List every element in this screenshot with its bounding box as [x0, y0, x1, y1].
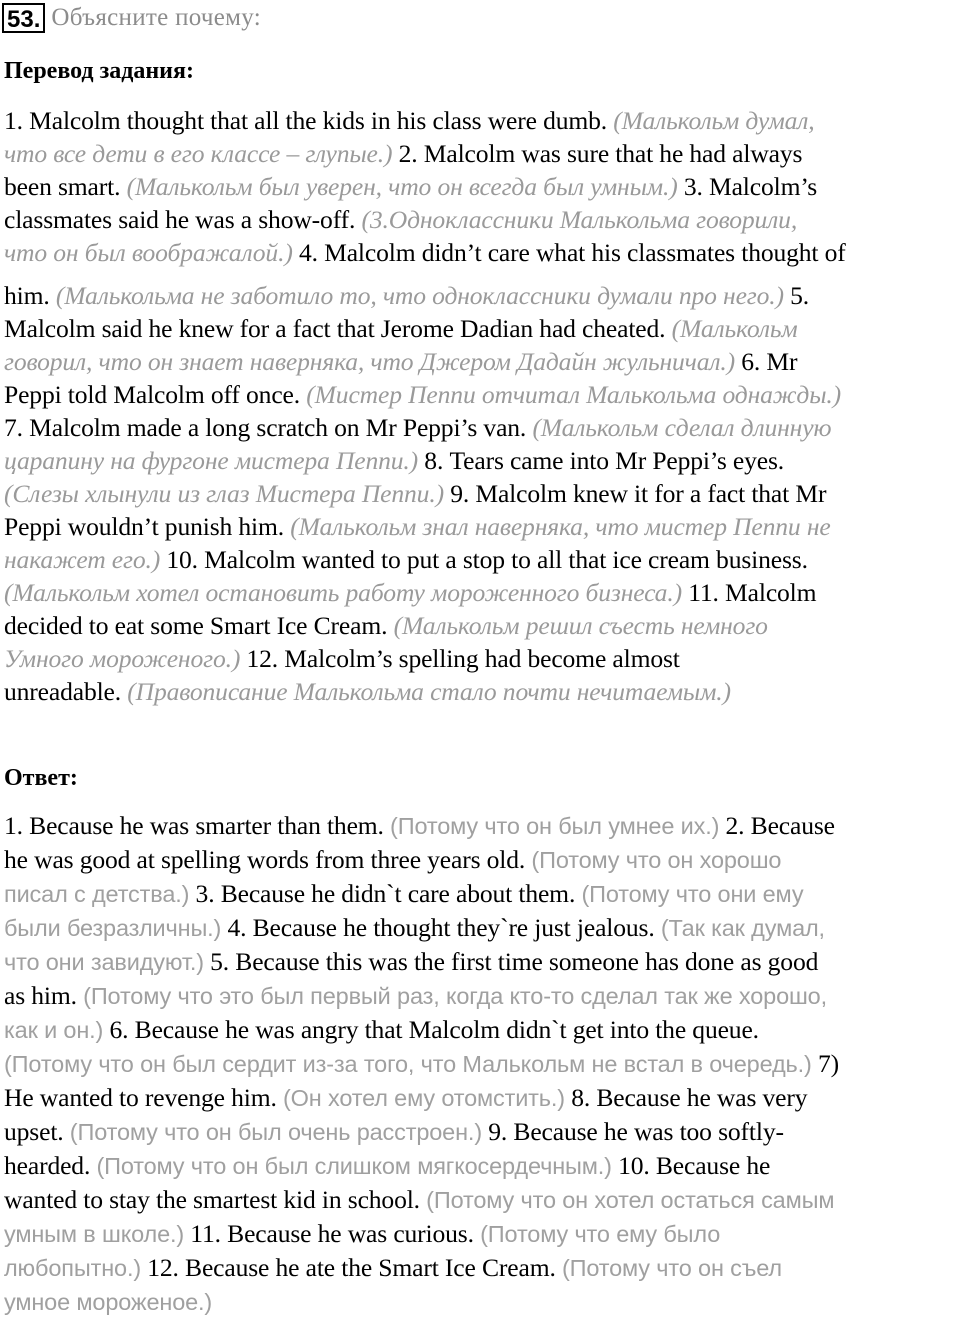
english-text: 10. Malcolm wanted to put a stop to all that ice cream business.: [160, 545, 808, 574]
english-text: Malcolm said he knew for a fact that Jerome Dadian had cheated.: [4, 314, 672, 343]
russian-translation-text: (Потому что ему было: [480, 1221, 721, 1247]
english-text: him.: [4, 281, 56, 310]
russian-translation-text: (Потому что они ему: [581, 881, 804, 907]
english-text: 6. Mr: [734, 347, 798, 376]
english-text: 11. Because he was curious.: [184, 1219, 481, 1248]
russian-translation-text: умным в школе.): [4, 1221, 185, 1247]
russian-translation-text: (Правописание Малькольма стало почти нечитаемым.): [127, 677, 731, 706]
english-text: he was good at spelling words from three years old.: [4, 845, 532, 874]
english-text: Peppi told Malcolm off once.: [4, 380, 307, 409]
russian-translation-text: умное мороженое.): [4, 1289, 213, 1315]
answer-line: [4, 1217, 956, 1251]
russian-translation-text: (Малькольм знал наверняка, что мистер Пеппи не: [290, 512, 831, 541]
russian-translation-text: были безразличны.): [4, 915, 222, 941]
answer-line: [4, 1081, 956, 1115]
russian-translation-text: (Малькольм решил съесть немного: [393, 611, 768, 640]
task-line: [4, 345, 956, 378]
task-line: [4, 609, 956, 642]
russian-translation-text: (Мистер Пеппи отчитал Малькольма однажды.): [306, 380, 842, 409]
task-line: [4, 543, 956, 576]
answer-line: [4, 1251, 956, 1285]
russian-translation-text: (Потому что он был умнее их.): [390, 813, 720, 839]
english-text: 3. Because he didn`t care about them.: [189, 879, 582, 908]
russian-translation-text: (Слезы хлынули из глаз Мистера Пеппи.): [4, 479, 444, 508]
answer-paragraph: [4, 809, 956, 1319]
english-text: 11. Malcolm: [681, 578, 817, 607]
russian-translation-text: (Малькольм был уверен, что он всегда был умным.): [126, 172, 678, 201]
russian-translation-text: говорил, что он знает наверняка, что Джером Дадайн жульничал.): [4, 347, 735, 376]
english-text: 8. Tears came into Mr Peppi’s eyes.: [418, 446, 785, 475]
answer-line: [4, 1149, 956, 1183]
english-text: Peppi wouldn’t punish him.: [4, 512, 291, 541]
english-text: 12. Because he ate the Smart Ice Cream.: [141, 1253, 562, 1282]
task-line: [4, 170, 956, 203]
russian-translation-text: (Малькольма не заботило то, что одноклассники думали про него.): [55, 281, 784, 310]
english-text: 7): [811, 1049, 839, 1078]
english-text: 5. Because this was the first time someone has done as good: [203, 947, 819, 976]
answer-line: [4, 911, 956, 945]
task-translation-title: Перевод задания:: [4, 58, 194, 84]
english-text: hearded.: [4, 1151, 97, 1180]
russian-translation-text: писал с детства.): [4, 881, 190, 907]
english-text: 1. Because he was smarter than them.: [4, 811, 391, 840]
russian-translation-text: (Он хотел ему отомстить.): [282, 1085, 565, 1111]
russian-translation-text: (Потому что он был сердит из-за того, что Малькольм не встал в очередь.): [4, 1051, 812, 1077]
english-text: 1. Malcolm thought that all the kids in his class were dumb.: [4, 106, 614, 135]
russian-translation-text: (Потому что он съел: [561, 1255, 782, 1281]
russian-translation-text: (Малькольм думал,: [613, 106, 815, 135]
russian-translation-text: что они завидуют.): [4, 949, 204, 975]
task-line: [4, 642, 956, 675]
russian-translation-text: как и он.): [4, 1017, 104, 1043]
russian-translation-text: Умного мороженого.): [4, 644, 241, 673]
russian-translation-text: что все дети в его классе – глупые.): [4, 139, 393, 168]
english-text: wanted to stay the smartest kid in school.: [4, 1185, 427, 1214]
english-text: 4. Malcolm didn’t care what his classmates thought of: [292, 238, 846, 267]
answer-line: [4, 1047, 956, 1081]
english-text: classmates said he was a show-off.: [4, 205, 362, 234]
answer-line: [4, 979, 956, 1013]
answer-line: [4, 1115, 956, 1149]
english-text: 10. Because he: [611, 1151, 771, 1180]
russian-translation-text: (Малькольм хотел остановить работу мороженного бизнеса.): [4, 578, 682, 607]
task-line: [4, 444, 956, 477]
english-text: unreadable.: [4, 677, 128, 706]
exercise-instruction: Объясните почему:: [51, 4, 262, 31]
english-text: 9. Malcolm knew it for a fact that Mr: [443, 479, 827, 508]
task-line: [4, 137, 956, 170]
english-text: 12. Malcolm’s spelling had become almost: [240, 644, 680, 673]
answer-title: Ответ:: [4, 765, 78, 791]
russian-translation-text: (Потому что он хорошо: [531, 847, 782, 873]
task-line: [4, 510, 956, 543]
answer-line: [4, 843, 956, 877]
russian-translation-text: (Потому что он хотел остаться самым: [426, 1187, 835, 1213]
russian-translation-text: (Так как думал,: [660, 915, 825, 941]
task-line: [4, 477, 956, 510]
english-text: 4. Because he thought they`re just jealous.: [221, 913, 661, 942]
task-translation-paragraph: [4, 104, 956, 708]
exercise-number: 53.: [2, 3, 45, 33]
task-line: [4, 236, 956, 269]
task-line: [4, 675, 956, 708]
russian-translation-text: любопытно.): [4, 1255, 141, 1281]
english-text: 6. Because he was angry that Malcolm didn`t get into the queue.: [103, 1015, 759, 1044]
task-line: [4, 203, 956, 236]
task-line: [4, 411, 956, 444]
english-text: 5.: [783, 281, 810, 310]
english-text: He wanted to revenge him.: [4, 1083, 283, 1112]
exercise-header: [2, 3, 261, 33]
russian-translation-text: что он был воображалой.): [4, 238, 293, 267]
english-text: 7. Malcolm made a long scratch on Mr Peppi’s van.: [4, 413, 533, 442]
answer-line: [4, 809, 956, 843]
russian-translation-text: (Потому что это был первый раз, когда кто-то сделал так же хорошо,: [83, 983, 827, 1009]
english-text: as him.: [4, 981, 84, 1010]
answer-line: [4, 1183, 956, 1217]
russian-translation-text: (Малькольм сделал длинную: [532, 413, 832, 442]
english-text: been smart.: [4, 172, 127, 201]
russian-translation-text: (Потому что он был очень расстроен.): [69, 1119, 482, 1145]
english-text: 2. Malcolm was sure that he had always: [392, 139, 803, 168]
answer-line: [4, 1285, 956, 1319]
task-line: [4, 378, 956, 411]
english-text: upset.: [4, 1117, 70, 1146]
task-line: [4, 279, 956, 312]
english-text: decided to eat some Smart Ice Cream.: [4, 611, 394, 640]
english-text: 9. Because he was too softly-: [482, 1117, 784, 1146]
russian-translation-text: накажет его.): [4, 545, 161, 574]
russian-translation-text: (Малькольм: [671, 314, 798, 343]
answer-line: [4, 877, 956, 911]
answer-line: [4, 1013, 956, 1047]
english-text: 2. Because: [719, 811, 835, 840]
task-line: [4, 312, 956, 345]
russian-translation-text: царапину на фургоне мистера Пеппи.): [4, 446, 419, 475]
english-text: 8. Because he was very: [564, 1083, 808, 1112]
answer-line: [4, 945, 956, 979]
russian-translation-text: (3.Одноклассники Малькольма говорили,: [361, 205, 798, 234]
task-line: [4, 104, 956, 137]
russian-translation-text: (Потому что он был слишком мягкосердечным.): [96, 1153, 612, 1179]
english-text: 3. Malcolm’s: [677, 172, 818, 201]
task-line: [4, 576, 956, 609]
